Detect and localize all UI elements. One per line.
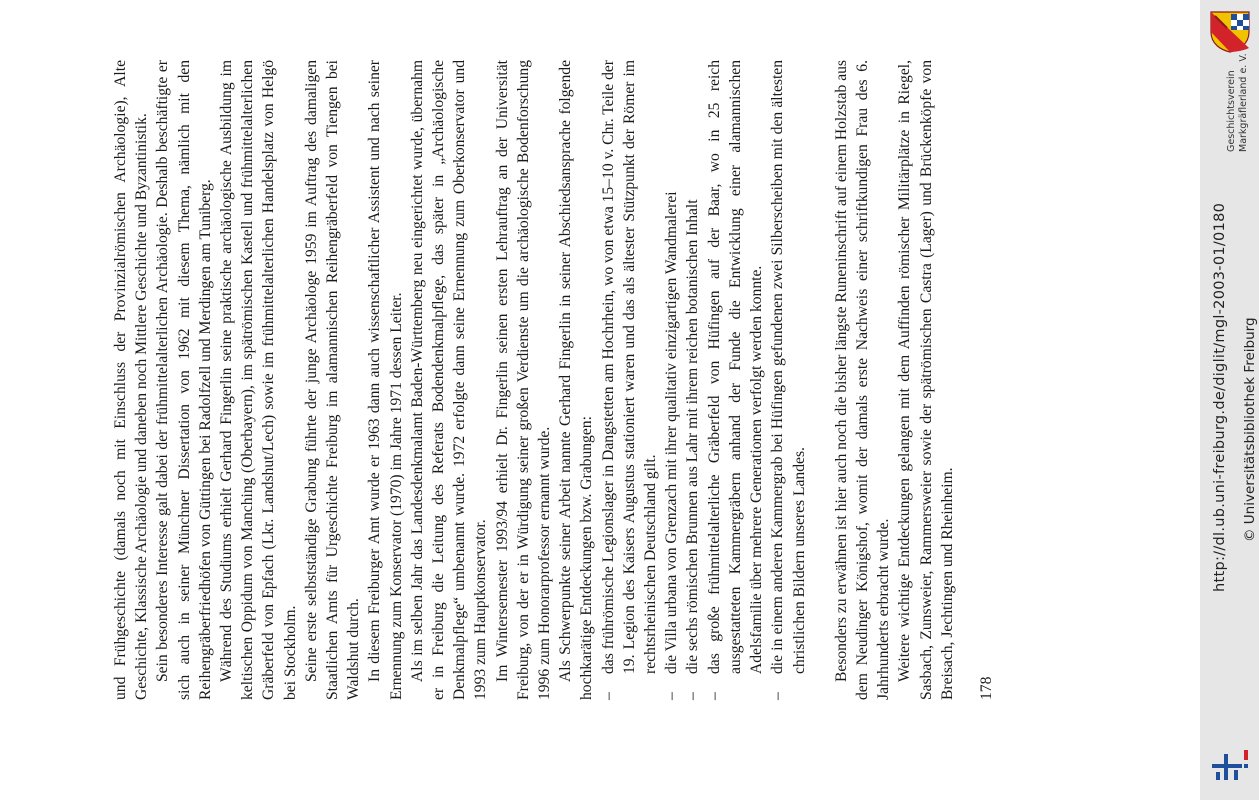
list-item-text: die in einem anderen Kammergrab bei Hüfingen gefundenen zwei Silberscheiben mit den ältesten christlichen Bildern unseres Landes. bbox=[769, 60, 808, 674]
ub-freiburg-logo-icon bbox=[1210, 748, 1252, 782]
paragraph: In diesem Freiburger Amt wurde er 1963 dann auch wissenschaftlicher Assistent und nach seiner Ernennung zum Konservator (1970) im Jahre 1971 dessen Leiter. bbox=[366, 60, 405, 700]
list-item-text: das frührömische Legionslager in Dangstetten am Hochrhein, wo von etwa 15–10 v. Chr. Teile der 19. Legion des Kaisers Augustus stationiert waren und das als ältester Stützpunkt der Römer im rechtsrheinischen Deutschland gilt. bbox=[599, 60, 660, 674]
list-intro: Als Schwerpunkte seiner Arbeit nannte Gerhard Fingerlin in seiner Abschiedsansprache folgende hochkarätige Entdeckungen bzw. Grabungen: bbox=[557, 60, 596, 700]
paragraph: Sein besonderes Interesse galt dabei der frühmittelalterlichen Archäologie. Deshalb beschäftigte er sich auch in seiner Münchner Dissertation von 1962 mit diesem Thema, nämlich mit den Reihengräberfriedhöfen von Güttingen bei Radolfzell und Merdingen am Tuniberg. bbox=[154, 60, 214, 700]
list-item-text: das große frühmittelalterliche Gräberfeld von Hüfingen auf der Baar, wo in 25 reich ausgestatteten Kammergräbern anhand der Funde die Entwicklung einer alamannischen Adelsfamilie über mehrere Generationen verfolgt werden konnte. bbox=[705, 60, 766, 674]
discoveries-list bbox=[598, 60, 810, 700]
paragraph: und Frühgeschichte (damals noch mit Einschluss der Provinzialrömischen Archäologie), Alte Geschichte, Klassische Archäologie und daneben noch Mittlere Geschichte und Byzantinistik. bbox=[112, 60, 151, 700]
paragraph: Während des Studiums erhielt Gerhard Fingerlin seine praktische archäologische Ausbildung im keltischen Oppidum von Manching (Oberbayern), im spätrömischen Kastell und frühmittelalterlichen Gräberfeld von Epfach (Lkr. Landshut/Lech) sowie im frühmittelalterlichen Handelsplatz von Helgö bei Stockholm. bbox=[218, 60, 299, 700]
coat-of-arms-icon bbox=[1207, 8, 1253, 54]
list-item-text: die sechs römischen Brunnen aus Lahr mit ihrem reichen botanischen Inhalt bbox=[684, 199, 702, 674]
page-number: 178 bbox=[977, 676, 995, 700]
society-name-line2: Markgräflerland e. V. bbox=[1238, 53, 1249, 152]
paragraph: Als im selben Jahr das Landesdenkmalamt Baden-Württemberg neu eingerichtet wurde, übernahm er in Freiburg die Leitung des Referats Bodendenkmalpflege, das später in „Archäologische Denkmalpflege“ umbenannt wurde. 1972 erfolgte dann seine Ernennung zum Oberkonservator und 1993 zum Hauptkonservator. bbox=[408, 60, 490, 700]
paragraph: Im Wintersemester 1993/94 erhielt Dr. Fingerlin seinen ersten Lehrauftrag an der Universität Freiburg, von der er in Würdigung seiner großen Verdienste um die archäologische Bodenforschung 1996 zum Honorarprofessor ernannt wurde. bbox=[493, 60, 554, 700]
paragraph: Weitere wichtige Entdeckungen gelangen mit dem Auffinden römischer Militärplätze in Riegel, Sasbach, Zunsweier, Rammersweier sowie der spätrömischen Castra (Lager) und Brückenköpfe von Breisach, Jechtingen und Rheinheim. bbox=[896, 60, 956, 700]
list-item bbox=[704, 60, 768, 700]
rotated-text-block bbox=[110, 60, 1150, 700]
list-item-text: die Villa urbana von Grenzach mit ihrer qualitativ einzigartigen Wandmalerei bbox=[663, 191, 681, 674]
list-item bbox=[767, 60, 809, 700]
list-dash: – bbox=[663, 692, 681, 700]
list-dash: – bbox=[769, 692, 787, 700]
list-item bbox=[598, 60, 662, 700]
society-name-line1: Geschichtsverein bbox=[1226, 70, 1237, 152]
list-item bbox=[661, 60, 682, 700]
list-dash: – bbox=[705, 692, 723, 700]
document-url-link[interactable]: http://dl.ub.uni-freiburg.de/diglit/mgl-2003-01/0180 bbox=[1212, 202, 1228, 592]
paragraph: Seine erste selbstständige Grabung führte der junge Archäologe 1959 im Auftrag des damaligen Staatlichen Amts für Urgeschichte Freiburg im alamannischen Reihengräberfeld von Tiengen bei Waldshut durch. bbox=[302, 60, 363, 700]
copyright-notice: © Universitätsbibliothek Freiburg bbox=[1242, 317, 1258, 542]
list-dash: – bbox=[599, 692, 617, 700]
text-column bbox=[110, 60, 997, 700]
paragraph: Besonders zu erwähnen ist hier auch noch die bisher längste Runeninschrift auf einem Holzstab aus dem Neudinger Königshof, womit der damals erste Nachweis einer schriftkundigen Frau des 6. Jahrhunderts erbracht wurde. bbox=[832, 60, 893, 700]
list-item bbox=[682, 60, 703, 700]
list-dash: – bbox=[684, 692, 702, 700]
